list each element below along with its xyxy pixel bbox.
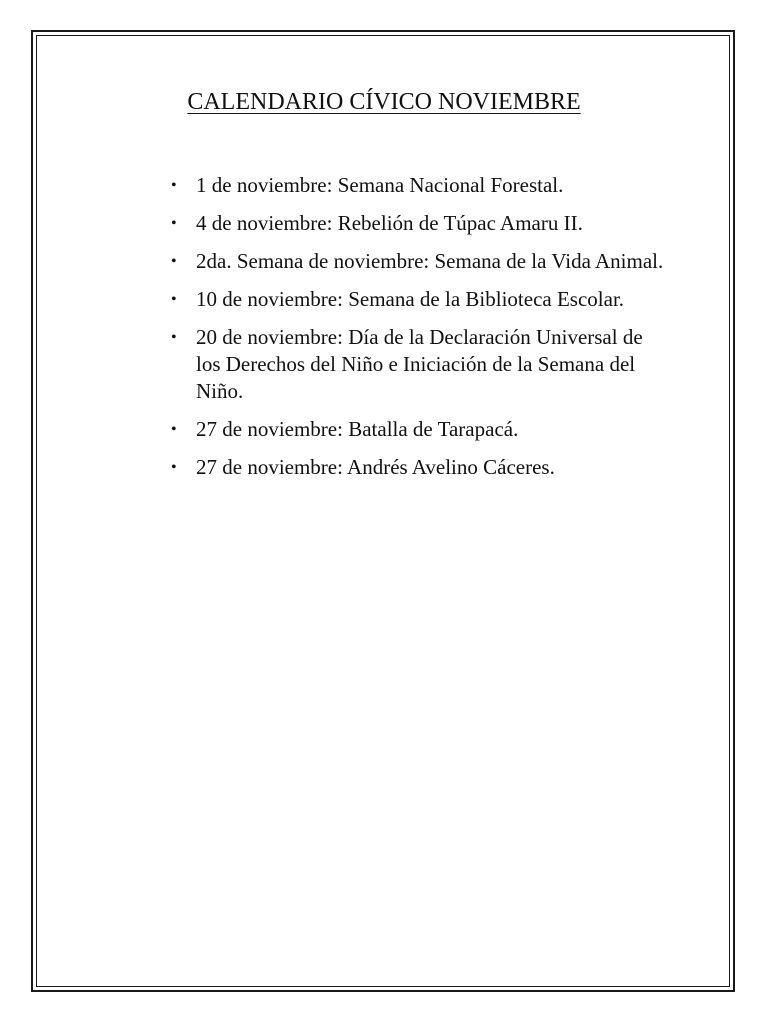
list-item	[171, 172, 666, 199]
list-item	[171, 454, 666, 481]
bullet-icon: •	[171, 291, 177, 308]
page-title-container	[0, 86, 768, 118]
bullet-icon: •	[171, 253, 177, 270]
civic-events-list	[171, 172, 666, 492]
page-title: CALENDARIO CÍVICO NOVIEMBRE	[187, 89, 581, 115]
bullet-icon: •	[171, 329, 177, 346]
list-item	[171, 248, 666, 275]
list-item	[171, 416, 666, 443]
event-text: 10 de noviembre: Semana de la Biblioteca Escolar.	[196, 287, 625, 311]
bullet-icon: •	[171, 177, 177, 194]
list-item	[171, 210, 666, 237]
event-text: 27 de noviembre: Andrés Avelino Cáceres.	[196, 455, 555, 479]
event-text: 4 de noviembre: Rebelión de Túpac Amaru II.	[196, 211, 583, 235]
event-text: 2da. Semana de noviembre: Semana de la Vida Animal.	[196, 249, 664, 273]
bullet-icon: •	[171, 459, 177, 476]
event-text: 1 de noviembre: Semana Nacional Forestal.	[196, 173, 564, 197]
bullet-icon: •	[171, 421, 177, 438]
event-text: 27 de noviembre: Batalla de Tarapacá.	[196, 417, 519, 441]
bullet-icon: •	[171, 215, 177, 232]
list-item	[171, 286, 666, 313]
event-text: 20 de noviembre: Día de la Declaración Universal de los Derechos del Niño e Iniciación de la Semana del Niño.	[196, 325, 643, 403]
list-item	[171, 324, 666, 405]
